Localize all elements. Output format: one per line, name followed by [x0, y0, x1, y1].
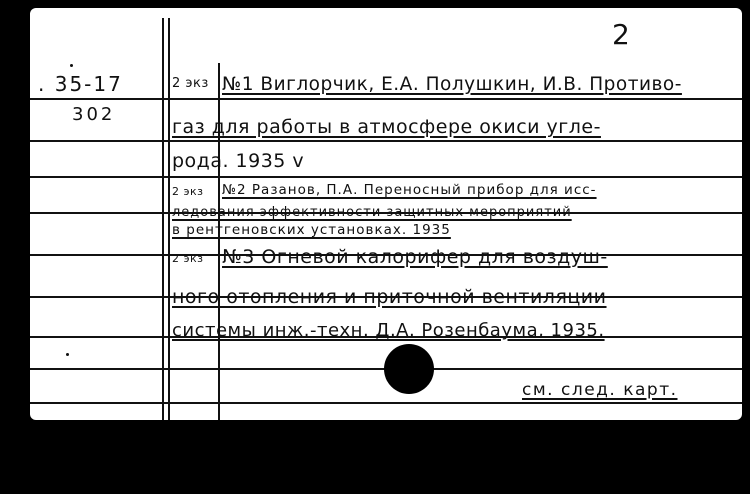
entry-line: ледования эффективности защитных мероприятий — [172, 205, 572, 220]
margin-line — [162, 18, 164, 420]
ruled-line — [30, 176, 742, 178]
shelf-mark-bottom: 302 — [72, 104, 116, 125]
ink-speck — [66, 353, 69, 356]
continuation-note: см. след. карт. — [522, 380, 678, 400]
entry-line: №1 Виглорчик, Е.А. Полушкин, И.В. Противо- — [222, 74, 682, 95]
catalog-card — [30, 8, 742, 420]
shelf-mark-top: . 35-17 — [38, 72, 123, 96]
entry-copies: 2 экз — [172, 185, 204, 198]
entry-line: в рентгеновских установках. 1935 — [172, 222, 451, 238]
entry-line: рода. 1935 v — [172, 150, 305, 172]
entry-line: №3 Огневой калорифер для воздуш- — [222, 246, 608, 268]
ink-speck — [70, 64, 73, 67]
margin-line — [168, 18, 170, 420]
entry-line: №2 Разанов, П.А. Переносный прибор для исс- — [222, 182, 597, 198]
corner-number: 2 — [612, 18, 631, 51]
entry-line: системы инж.-техн. Д.А. Розенбаума, 1935. — [172, 320, 605, 341]
ruled-line — [30, 402, 742, 404]
entry-line: газ для работы в атмосфере окиси угле- — [172, 116, 601, 138]
ruled-line — [30, 140, 742, 142]
punch-hole — [384, 344, 434, 394]
ruled-line — [30, 98, 742, 100]
entry-line: ного отопления и приточной вентиляции — [172, 286, 607, 308]
entry-copies: 2 экз — [172, 252, 204, 265]
entry-copies: 2 экз — [172, 76, 209, 91]
